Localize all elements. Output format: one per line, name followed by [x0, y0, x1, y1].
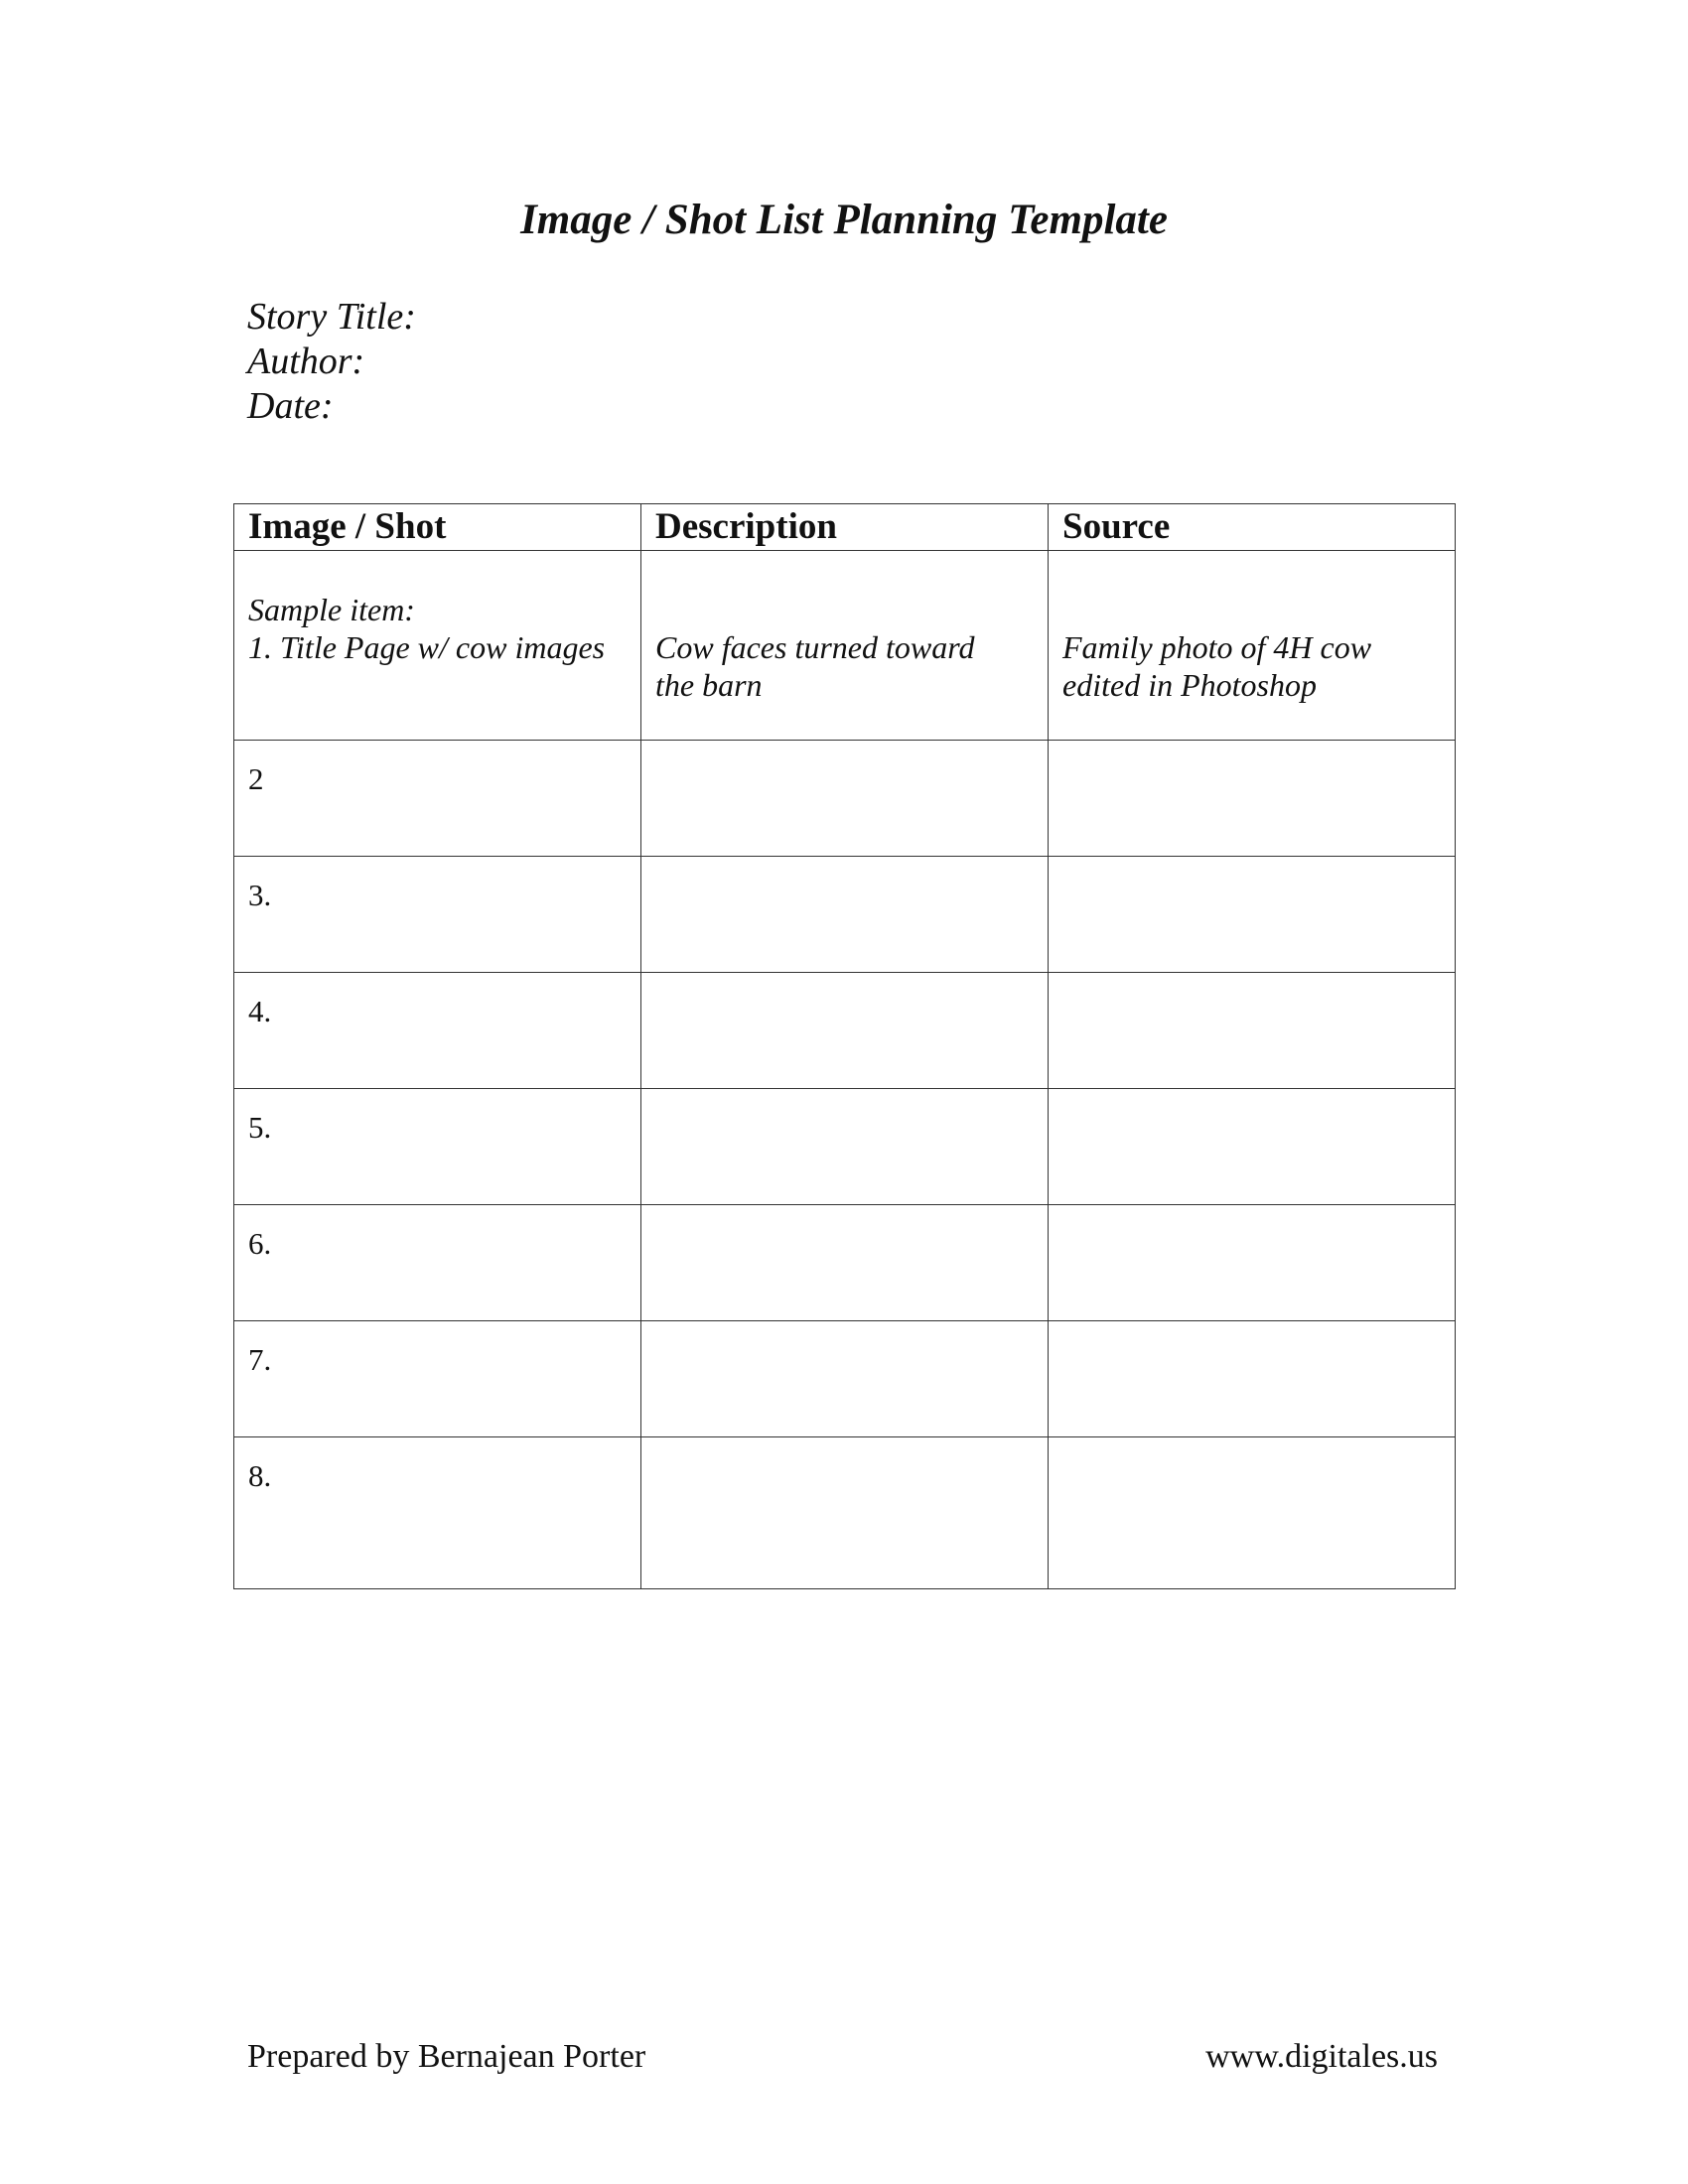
description-cell[interactable] [641, 1437, 1049, 1589]
table-row [234, 1205, 1456, 1321]
shot-number-cell[interactable] [234, 973, 641, 1089]
sample-shot-text: 1. Title Page w/ cow images [248, 629, 606, 665]
shot-number-cell[interactable] [234, 1205, 641, 1321]
table-row [234, 741, 1456, 857]
column-header-source: Source [1049, 504, 1456, 551]
sample-row [234, 551, 1456, 741]
author-label: Author: [247, 341, 365, 382]
sample-item-label: Sample item: [248, 592, 415, 627]
shot-number: 5. [248, 1110, 272, 1145]
description-cell[interactable] [641, 857, 1049, 973]
shot-number-cell[interactable] [234, 857, 641, 973]
source-cell[interactable] [1049, 973, 1456, 1089]
source-cell[interactable] [1049, 1205, 1456, 1321]
footer-website: www.digitales.us [1205, 2038, 1438, 2075]
sample-shot-cell [234, 551, 641, 741]
source-cell[interactable] [1049, 741, 1456, 857]
shot-number-cell[interactable] [234, 1321, 641, 1437]
story-title-label: Story Title: [247, 296, 416, 338]
sample-source-line-1: Family photo of 4H cow [1062, 629, 1372, 665]
description-cell[interactable] [641, 1089, 1049, 1205]
sample-description-line-2: the barn [655, 667, 763, 703]
shot-number: 6. [248, 1226, 272, 1261]
table-row [234, 1089, 1456, 1205]
shot-number: 4. [248, 994, 272, 1028]
sample-source-cell [1049, 551, 1456, 741]
column-header-image-shot: Image / Shot [234, 504, 641, 551]
source-cell[interactable] [1049, 857, 1456, 973]
shot-number: 2 [248, 761, 264, 796]
sample-description-line-1: Cow faces turned toward [655, 629, 975, 665]
sample-description-cell [641, 551, 1049, 741]
table-header-row [234, 504, 1456, 551]
story-meta-fields [247, 295, 416, 429]
table-row [234, 1437, 1456, 1589]
source-cell[interactable] [1049, 1089, 1456, 1205]
page-title: Image / Shot List Planning Template [520, 197, 1168, 243]
table-row [234, 973, 1456, 1089]
shot-list-table [233, 503, 1456, 1589]
source-cell[interactable] [1049, 1321, 1456, 1437]
date-label: Date: [247, 385, 334, 427]
description-cell[interactable] [641, 973, 1049, 1089]
description-cell[interactable] [641, 741, 1049, 857]
description-cell[interactable] [641, 1205, 1049, 1321]
table-row [234, 1321, 1456, 1437]
column-header-description: Description [641, 504, 1049, 551]
shot-number-cell[interactable] [234, 1089, 641, 1205]
sample-source-line-2: edited in Photoshop [1062, 667, 1317, 703]
footer-prepared-by: Prepared by Bernajean Porter [247, 2038, 646, 2075]
description-cell[interactable] [641, 1321, 1049, 1437]
table-row [234, 857, 1456, 973]
shot-number: 3. [248, 878, 272, 912]
shot-number: 8. [248, 1458, 272, 1493]
shot-number-cell[interactable] [234, 741, 641, 857]
shot-number: 7. [248, 1342, 272, 1377]
shot-number-cell[interactable] [234, 1437, 641, 1589]
source-cell[interactable] [1049, 1437, 1456, 1589]
